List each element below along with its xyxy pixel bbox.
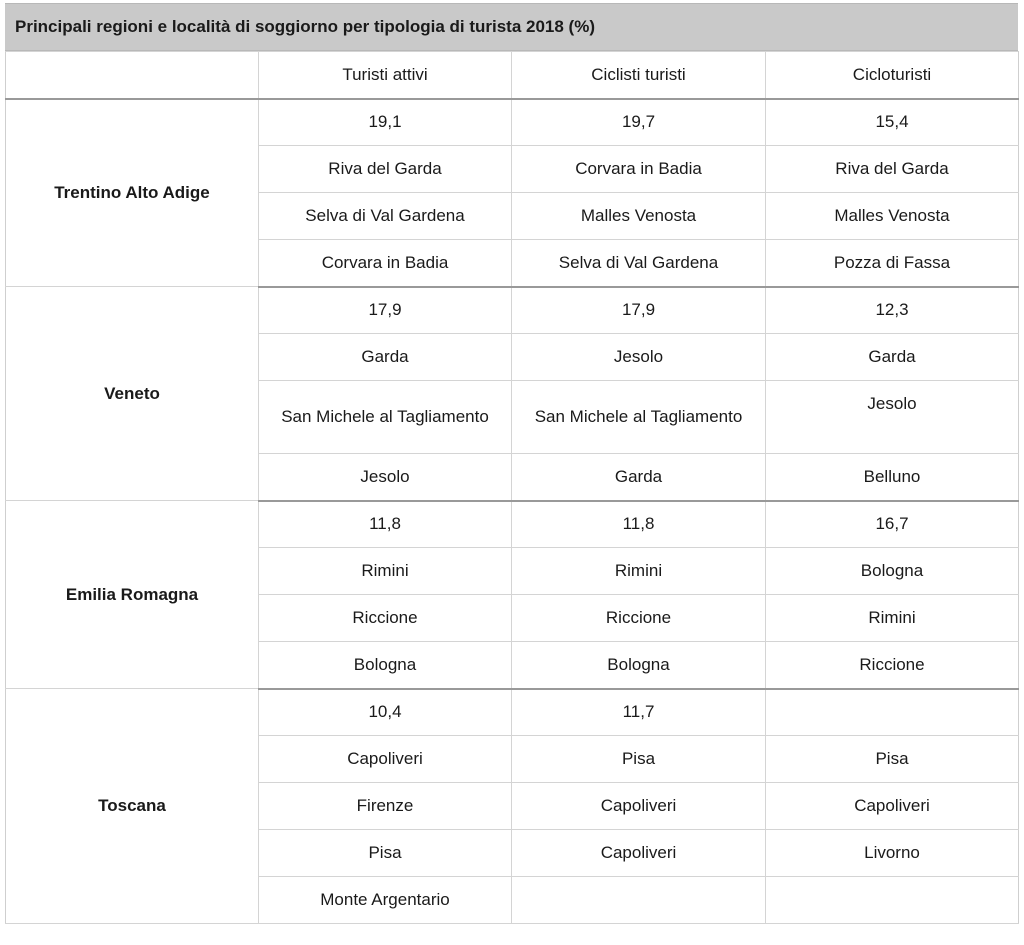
table-title: Principali regioni e località di soggiorno per tipologia di turista 2018 (%)	[5, 3, 1018, 51]
table-cell: Livorno	[766, 830, 1019, 877]
table-row	[6, 99, 1019, 146]
table-cell: Capoliveri	[766, 783, 1019, 830]
table-cell: Garda	[766, 334, 1019, 381]
table-cell: 19,1	[259, 99, 512, 146]
table-cell	[766, 689, 1019, 736]
table-cell: Selva di Val Gardena	[512, 240, 766, 287]
table-cell: Jesolo	[512, 334, 766, 381]
table-cell: Bologna	[766, 548, 1019, 595]
table-cell: 12,3	[766, 287, 1019, 334]
table-cell: Rimini	[259, 548, 512, 595]
table-cell: Malles Venosta	[766, 193, 1019, 240]
table-cell: Riva del Garda	[766, 146, 1019, 193]
table-row	[6, 287, 1019, 334]
table-cell: San Michele al Tagliamento	[259, 381, 512, 454]
table-cell: Belluno	[766, 454, 1019, 501]
header-cell-turisti-attivi: Turisti attivi	[259, 52, 512, 99]
header-cell-ciclisti-turisti: Ciclisti turisti	[512, 52, 766, 99]
table-cell: Corvara in Badia	[259, 240, 512, 287]
table-cell: Riccione	[766, 642, 1019, 689]
table-cell: San Michele al Tagliamento	[512, 381, 766, 454]
table-cell: Firenze	[259, 783, 512, 830]
table-cell: Bologna	[259, 642, 512, 689]
table-cell: Bologna	[512, 642, 766, 689]
table-cell	[512, 877, 766, 924]
region-cell: Trentino Alto Adige	[6, 99, 259, 287]
header-row	[6, 52, 1019, 99]
table-cell: 19,7	[512, 99, 766, 146]
region-cell: Toscana	[6, 689, 259, 924]
table-cell: Capoliveri	[259, 736, 512, 783]
table-cell: Rimini	[766, 595, 1019, 642]
table-cell: 15,4	[766, 99, 1019, 146]
header-cell-cicloturisti: Cicloturisti	[766, 52, 1019, 99]
table-cell: Pozza di Fassa	[766, 240, 1019, 287]
table-cell: Jesolo	[259, 454, 512, 501]
table-cell: Jesolo	[766, 381, 1019, 454]
table-cell: 11,7	[512, 689, 766, 736]
table-cell: Riccione	[512, 595, 766, 642]
table-cell: Capoliveri	[512, 830, 766, 877]
table-cell: Capoliveri	[512, 783, 766, 830]
table-cell: 17,9	[259, 287, 512, 334]
table-container	[5, 3, 1018, 924]
table-cell: Rimini	[512, 548, 766, 595]
table-cell: Pisa	[259, 830, 512, 877]
region-cell: Emilia Romagna	[6, 501, 259, 689]
table-cell: Garda	[512, 454, 766, 501]
table-row	[6, 501, 1019, 548]
table-cell: Riva del Garda	[259, 146, 512, 193]
table-cell: Selva di Val Gardena	[259, 193, 512, 240]
table-cell: 17,9	[512, 287, 766, 334]
table-cell: Garda	[259, 334, 512, 381]
region-cell: Veneto	[6, 287, 259, 501]
table-cell: Malles Venosta	[512, 193, 766, 240]
table-cell: Pisa	[766, 736, 1019, 783]
table-cell: Riccione	[259, 595, 512, 642]
table-cell: 11,8	[512, 501, 766, 548]
table-cell: Corvara in Badia	[512, 146, 766, 193]
table-cell: 11,8	[259, 501, 512, 548]
table-cell: 10,4	[259, 689, 512, 736]
table-cell: Pisa	[512, 736, 766, 783]
table-cell: Monte Argentario	[259, 877, 512, 924]
table-row	[6, 689, 1019, 736]
header-cell-empty	[6, 52, 259, 99]
table-cell: 16,7	[766, 501, 1019, 548]
table-cell	[766, 877, 1019, 924]
tourism-table	[5, 51, 1019, 924]
